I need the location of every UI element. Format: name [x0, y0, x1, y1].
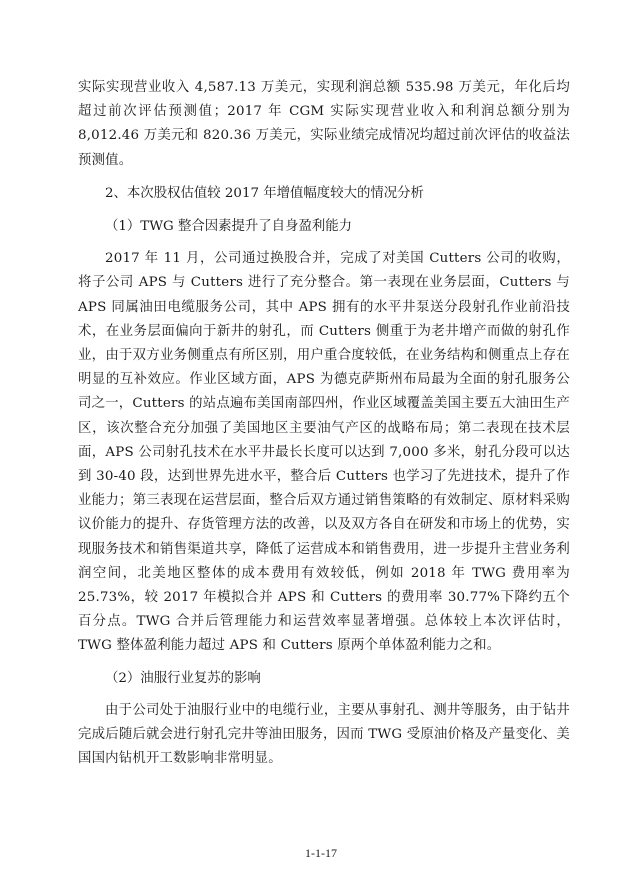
subsection-2-paragraph: 由于公司处于油服行业中的电缆行业，主要从事射孔、测井等服务，由于钻井完成后随后就会进行射孔完井等油田服务，因而 TWG 受原油价格及产量变化、美国国内钻机开工数影响非常明显。 [78, 702, 570, 767]
subsection-2-heading: （2）油服行业复苏的影响 [105, 670, 261, 686]
document-body [78, 76, 570, 771]
subsection-1-heading: （1）TWG 整合因素提升了自身盈利能力 [105, 219, 353, 235]
intro-paragraph: 实际实现营业收入 4,587.13 万美元，实现利润总额 535.98 万美元，年化后均超过前次评估预测值；2017 年 CGM 实际实现营业收入和利润总额分别为 8,012.46 万美元和 820.36 万美元，实际业绩完成情况均超过前次评估的收益法预测值。 [78, 80, 570, 168]
page-number: 1-1-17 [305, 846, 337, 860]
section-heading: 2、本次股权估值较 2017 年增值幅度较大的情况分析 [105, 185, 424, 201]
subsection-1-paragraph: 2017 年 11 月，公司通过换股合并，完成了对美国 Cutters 公司的收购，将子公司 APS 与 Cutters 进行了充分整合。第一表现在业务层面，Cutters 与 APS 同属油田电缆服务公司，其中 APS 拥有的水平井泵送分段射孔作业前沿技术，在业务层面偏向于新井的射孔，而 Cutters 侧重于为老井增产而做的射孔作业，由于双方业务侧重点有所区别，用户重合度较低，在业务结构和侧重点上存在明显的互补效应。作业区域方面，APS 为德克萨斯州布局最为全面的射孔服务公司之一，Cutters 的站点遍布美国南部四州，作业区域覆盖美国主要五大油田生产区，该次整合充分加强了美国地区主要油气产区的战略布局；第二表现在技术层面，APS 公司射孔技术在水平井最长长度可以达到 7,000 多米，射孔分段可以达到 30-40 段，达到世界先进水平，整合后 Cutters 也学习了先进技术，提升了作业能力；第三表现在运营层面，整合后双方通过销售策略的有效制定、原材料采购议价能力的提升、存货管理方法的改善，以及双方各自在研发和市场上的优势，实现服务技术和销售渠道共享，降低了运营成本和销售费用，进一步提升主营业务利润空间，北美地区整体的成本费用有效较低，例如 2018 年 TWG 费用率为 25.73%，较 2017 年模拟合并 APS 和 Cutters 的费用率 30.77%下降约五个百分点。TWG 合并后管理能力和运营效率显著增强。总体较上本次评估时，TWG 整体盈利能力超过 APS 和 Cutters 原两个单体盈利能力之和。 [78, 251, 570, 654]
